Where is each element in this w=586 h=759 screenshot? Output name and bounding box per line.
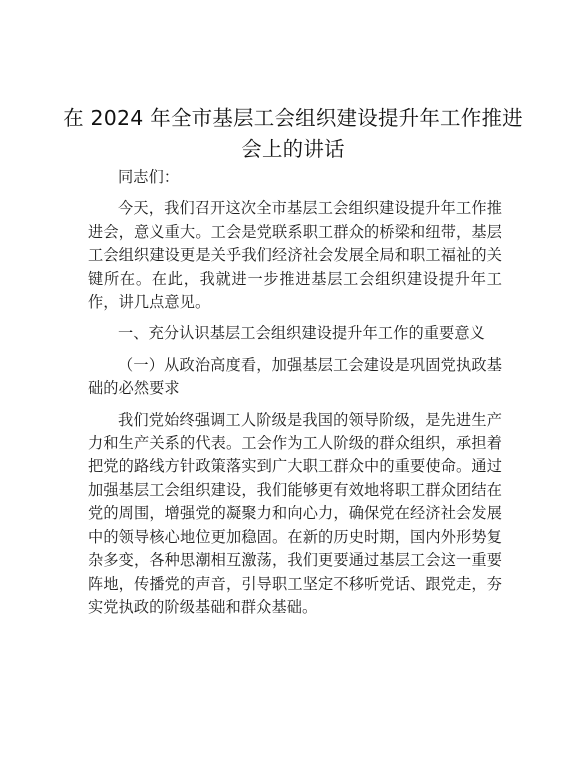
document-body: [88, 166, 502, 619]
section-heading: 一、充分认识基层工会组织建设提升年工作的重要意义: [118, 324, 485, 343]
salutation: 同志们：: [118, 168, 180, 186]
paragraph-gap: [88, 346, 502, 354]
paragraph-gap: [88, 314, 502, 322]
subsection-heading: （一）从政治高度看，加强基层工会建设是巩固党执政基础的必然要求: [88, 355, 502, 398]
document-title: 在 2024 年全市基层工会组织建设提升年工作推进会上的讲话: [63, 106, 523, 161]
paragraph-gap: [88, 401, 502, 409]
body-paragraph: 我们党始终强调工人阶级是我国的领导阶级，是先进生产力和生产关系的代表。工会作为工人阶级的群众组织，承担着把党的路线方针政策落实到广大职工群众中的重要使命。通过加强基层工会组织建设，我们能够更有效地将职工群众团结在党的周围，增强党的凝聚力和向心力，确保党在经济社会发展中的领导核心地位更加稳固。在新的历史时期，国内外形势复杂多变，各种思潮相互激荡，我们更要通过基层工会这一重要阵地，传播党的声音，引导职工坚定不移听党话、跟党走，夯实党执政的阶级基础和群众基础。: [88, 410, 502, 616]
intro-paragraph: 今天，我们召开这次全市基层工会组织建设提升年工作推进会，意义重大。工会是党联系职工群众的桥梁和纽带，基层工会组织建设更是关乎我们经济社会发展全局和职工福祉的关键所在。在此，我就进一步推进基层工会组织建设提升年工作，讲几点意见。: [88, 199, 502, 312]
